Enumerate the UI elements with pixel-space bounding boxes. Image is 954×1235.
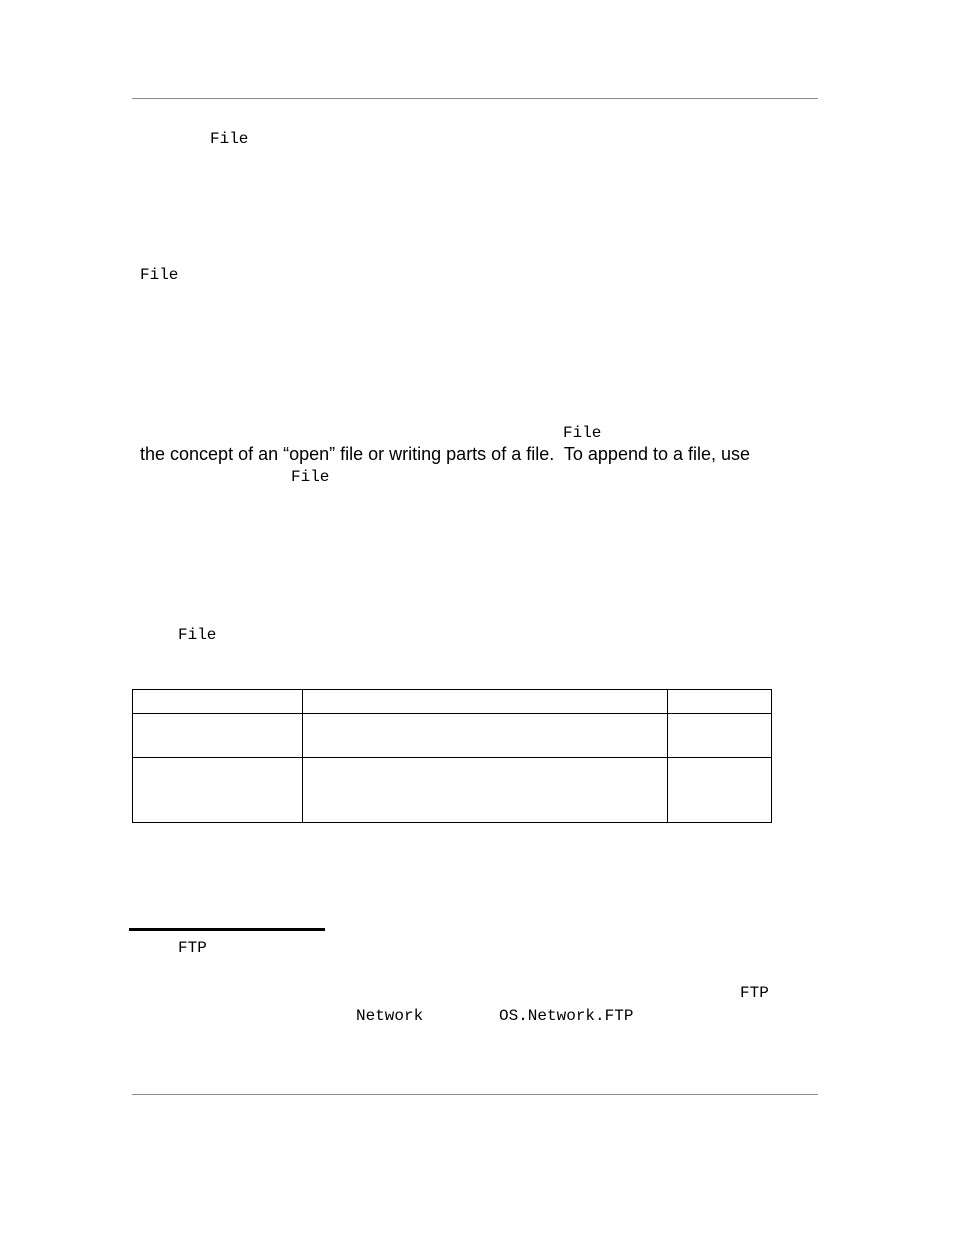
footnote-code-ftp-2: FTP — [740, 984, 769, 1002]
code-file-3: File — [563, 424, 602, 442]
table-row — [133, 758, 772, 823]
table-cell — [303, 758, 668, 823]
table-cell — [668, 758, 772, 823]
table-cell — [133, 758, 303, 823]
body-text-line: the concept of an “open” file or writing parts of a file. To append to a file, use — [140, 444, 751, 464]
code-file-1: File — [210, 130, 249, 148]
table-cell — [303, 690, 668, 714]
table-row — [133, 714, 772, 758]
table-cell — [133, 714, 303, 758]
table-cell — [668, 690, 772, 714]
footnote-code-ftp-1: FTP — [178, 939, 207, 957]
table-row — [133, 690, 772, 714]
footnote-code-os-network-ftp: OS.Network.FTP — [499, 1007, 634, 1025]
table-cell — [668, 714, 772, 758]
code-file-5: File — [178, 626, 217, 644]
code-file-2: File — [140, 266, 179, 284]
footer-rule — [132, 1094, 818, 1095]
code-file-4: File — [291, 468, 330, 486]
footnote-separator — [129, 928, 325, 931]
table-cell — [133, 690, 303, 714]
footnote-code-network: Network — [356, 1007, 424, 1025]
table-cell — [303, 714, 668, 758]
header-rule — [132, 98, 818, 99]
data-table — [132, 689, 772, 823]
